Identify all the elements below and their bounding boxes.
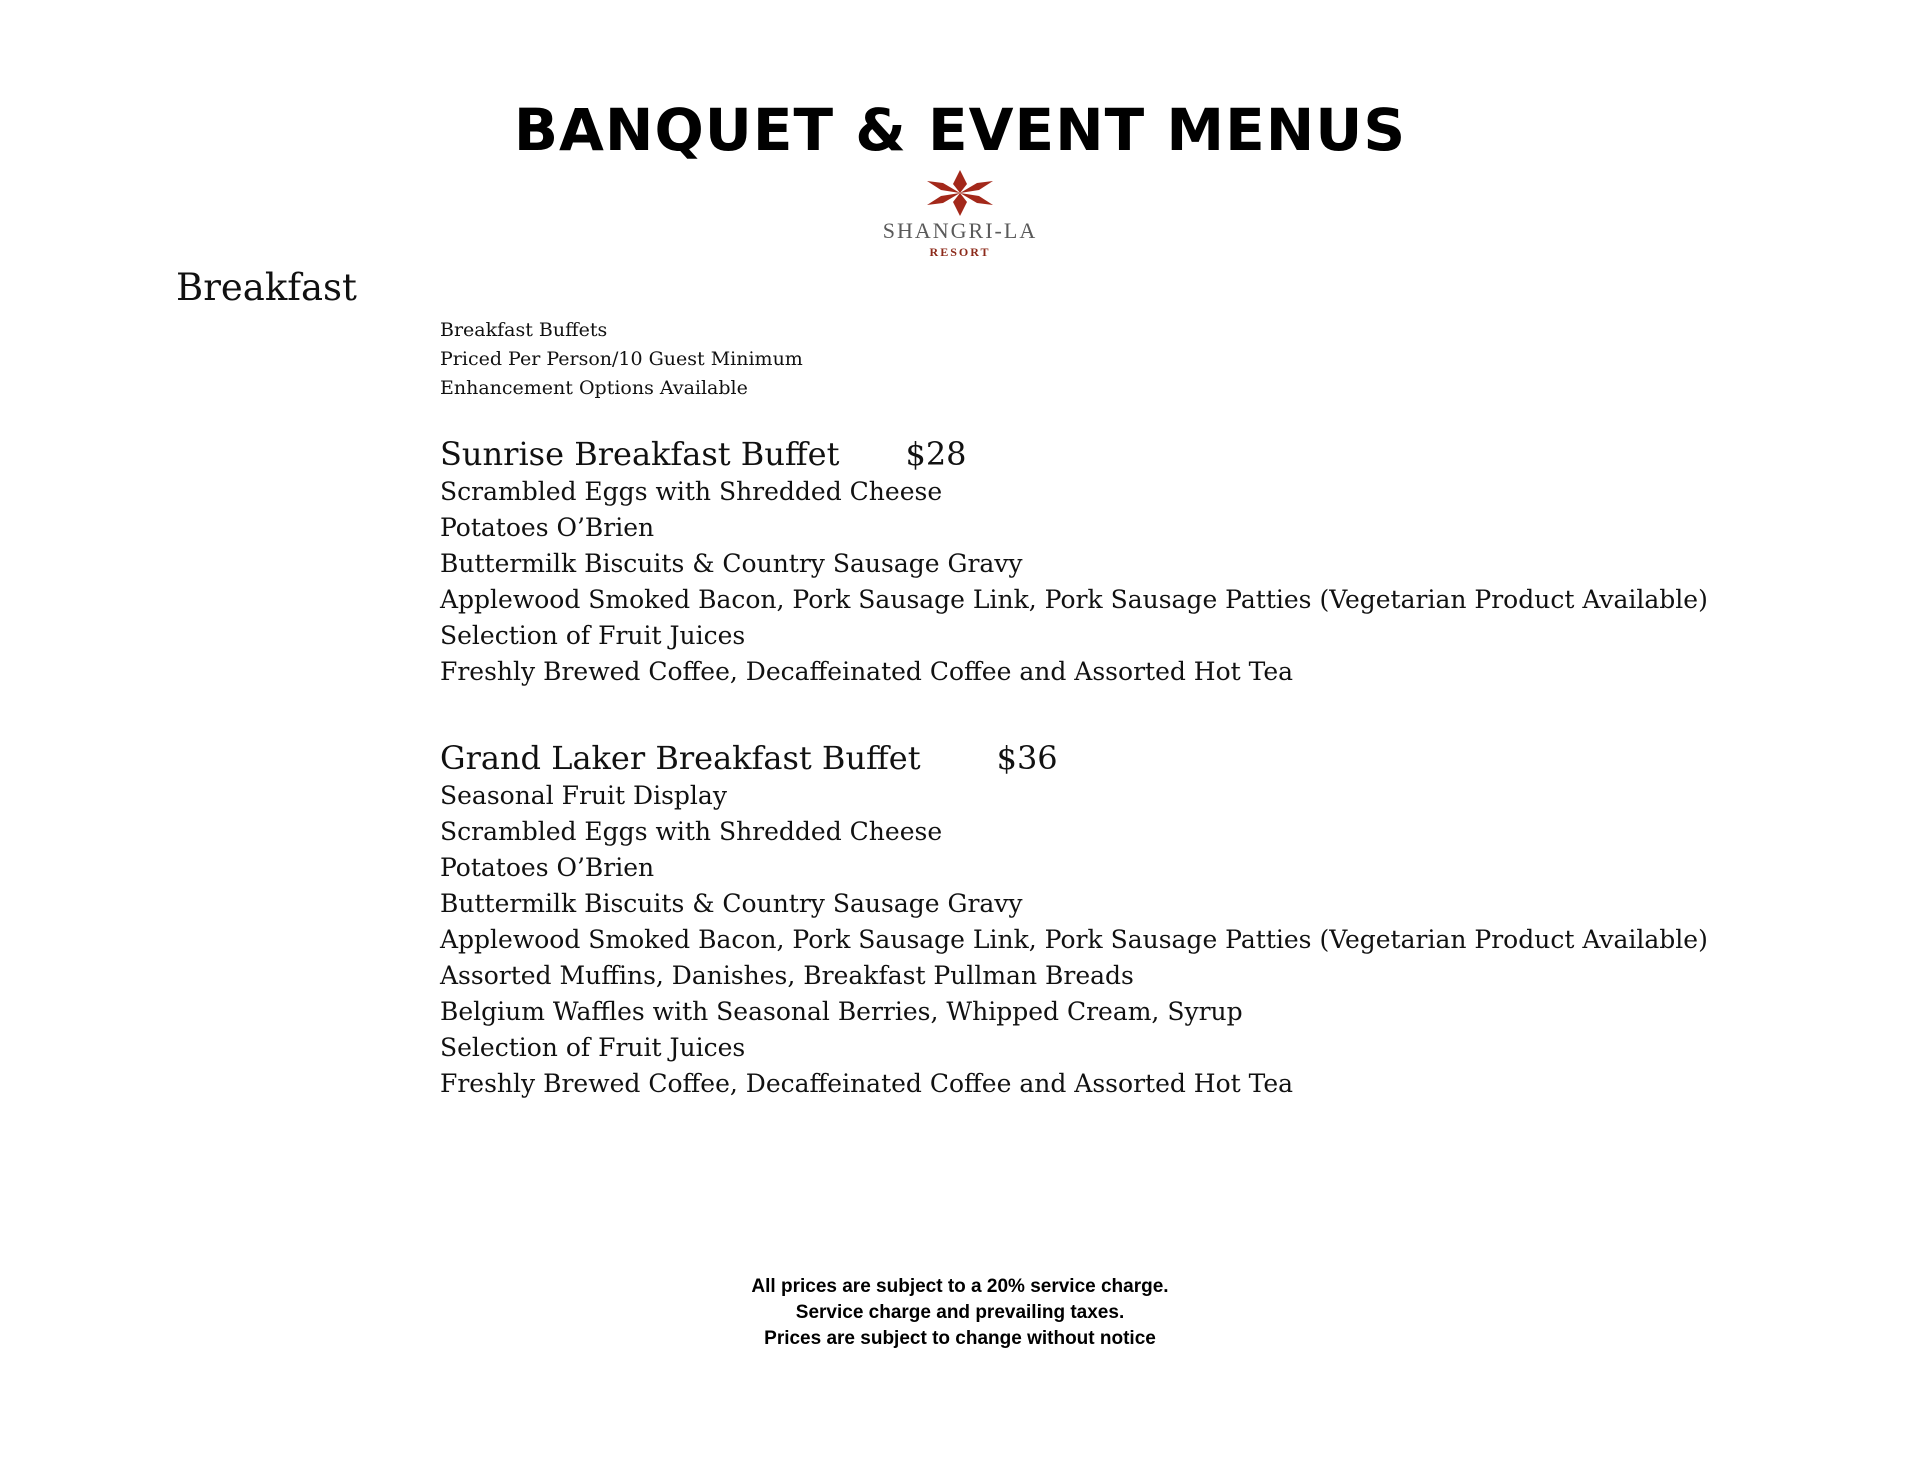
package-price: $36 <box>996 739 1058 777</box>
footer-line: Service charge and prevailing taxes. <box>795 1302 1125 1323</box>
menu-item: Buttermilk Biscuits & Country Sausage Gravy <box>440 549 1023 578</box>
menu-item: Scrambled Eggs with Shredded Cheese <box>440 477 943 506</box>
pricing-footer <box>0 1274 1920 1352</box>
menu-item: Selection of Fruit Juices <box>440 621 746 650</box>
menu-item: Freshly Brewed Coffee, Decaffeinated Coffee and Assorted Hot Tea <box>440 1069 1294 1098</box>
resort-logo <box>860 170 1060 270</box>
menu-item: Potatoes O’Brien <box>440 513 655 542</box>
menu-item: Applewood Smoked Bacon, Pork Sausage Link, Pork Sausage Patties (Vegetarian Product Available) <box>440 585 1708 614</box>
shangri-la-star-icon <box>927 170 993 216</box>
page-title: BANQUET & EVENT MENUS <box>513 96 1407 164</box>
package-name: Grand Laker Breakfast Buffet <box>440 739 921 777</box>
menu-item: Scrambled Eggs with Shredded Cheese <box>440 817 943 846</box>
package-items <box>440 778 1708 1102</box>
package-header <box>440 434 1708 474</box>
footer-line: All prices are subject to a 20% service charge. <box>751 1276 1169 1297</box>
intro-line: Breakfast Buffets <box>440 319 608 341</box>
menu-item: Assorted Muffins, Danishes, Breakfast Pullman Breads <box>440 961 1134 990</box>
package-price: $28 <box>905 435 967 473</box>
package-sunrise <box>440 434 1708 690</box>
package-grand-laker <box>440 738 1708 1102</box>
section-heading: Breakfast <box>176 266 357 309</box>
package-name: Sunrise Breakfast Buffet <box>440 435 840 473</box>
menu-item: Selection of Fruit Juices <box>440 1033 746 1062</box>
logo-name: SHANGRI-LA <box>882 218 1038 243</box>
menu-item: Seasonal Fruit Display <box>440 781 727 810</box>
package-header <box>440 738 1708 778</box>
menu-item: Freshly Brewed Coffee, Decaffeinated Coffee and Assorted Hot Tea <box>440 657 1294 686</box>
menu-item: Belgium Waffles with Seasonal Berries, Whipped Cream, Syrup <box>440 997 1243 1026</box>
logo-subtitle: RESORT <box>929 245 991 259</box>
intro-line: Enhancement Options Available <box>440 377 748 399</box>
package-items <box>440 474 1708 690</box>
menu-item: Potatoes O’Brien <box>440 853 655 882</box>
menu-item: Applewood Smoked Bacon, Pork Sausage Link, Pork Sausage Patties (Vegetarian Product Available) <box>440 925 1708 954</box>
intro-notes <box>440 316 803 403</box>
menu-item: Buttermilk Biscuits & Country Sausage Gravy <box>440 889 1023 918</box>
intro-line: Priced Per Person/10 Guest Minimum <box>440 348 803 370</box>
footer-line: Prices are subject to change without notice <box>764 1328 1156 1349</box>
